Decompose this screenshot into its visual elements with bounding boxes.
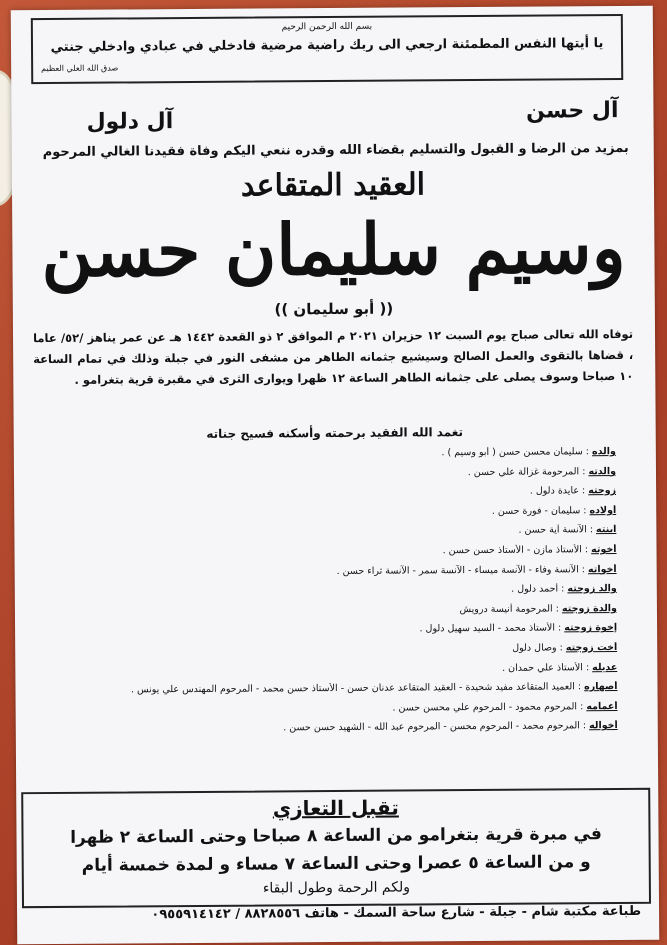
relation-names: : المرحوم محمود - المرحوم علي محسن حسن . — [392, 700, 584, 714]
relation-label: والدة زوجته — [561, 602, 617, 615]
relation-names: : المرحوم محمد - المرحوم محسن - المرحوم عبد الله - الشهيد حسن حسن . — [283, 720, 587, 734]
relation-names: : العميد المتقاعد مفيد شحيدة - العقيد المتقاعد عدنان حسن - الأستاذ حسن محمد - المرحوم المهندس علي يونس . — [130, 681, 582, 696]
relation-label: أولاده — [589, 504, 617, 517]
basmala: بسم الله الرحمن الرحيم — [281, 21, 373, 33]
relation-names: : الأستاذ علي حمدان . — [502, 661, 590, 674]
relation-names: : أحمد دلول . — [511, 583, 565, 595]
printer-footer: طباعة مكتبة شام - جبلة - شارع ساحة السمك - هاتف ٨٨٢٨٥٥٦ / ٠٩٥٥٩١٤١٤٢ — [151, 903, 642, 923]
deceased-name: وسيم سليمان حسن — [41, 205, 626, 294]
relation-label: أخواله — [589, 720, 618, 732]
relation-label: عديله — [592, 661, 618, 673]
relation-names: : المرحومة أنيسة درويش — [459, 603, 559, 615]
relation-names: : سليمان - فورة حسن . — [491, 505, 587, 517]
relation-label: ابنته — [596, 524, 617, 536]
relation-label: أخت زوجته — [565, 641, 618, 654]
relation-names: : عايدة دلول . — [529, 485, 586, 497]
relation-label: أخوته — [591, 544, 617, 556]
relation-label: أعمامه — [586, 700, 618, 712]
mourner-row — [38, 720, 618, 744]
mourners-list — [36, 446, 618, 744]
relation-names: : الأستاذ محمد - السيد سهيل دلول . — [419, 622, 562, 635]
relation-label: والدته — [588, 465, 617, 477]
condolences-box — [21, 788, 651, 908]
closing-phrase: ولكم الرحمة وطول البقاء — [262, 879, 411, 897]
quran-verse: يا أيتها النفس المطمئنة ارجعي الى ربك راضية مرضية فادخلي في عبادي وادخلي جنتي — [50, 36, 604, 55]
death-notice: توفاه الله تعالى صباح يوم السبت ١٢ حزيران ٢٠٢١ م الموافق ٢ ذو القعدة ١٤٤٢ هـ عن عمر يناهز /٥٢/ عاما ، قضاها بالتقوى والعمل الصالح وسيشيع جثمانه الطاهر من مشفى النور في جبلة وذلك في تمام الساعة ١٠ صباحا وسوف يصلى على جثمانه الطاهر الساعة ١٢ ظهرا ويوارى الثرى في مقبرة قرية بتغرامو . — [32, 326, 634, 387]
verse-box — [31, 14, 623, 84]
relation-names: : وصال دلول — [512, 642, 563, 654]
relation-label: والد زوجته — [567, 583, 617, 595]
prayer-line: تغمد الله الفقيد برحمته وأسكنه فسيح جناته — [206, 425, 464, 441]
relation-names: : سليمان محسن حسن ( أبو وسيم ) . — [441, 446, 590, 459]
relation-names: : المرحومة غزالة علي حسن . — [467, 465, 586, 478]
relation-names: : الآنسة وفاء - الآنسة ميساء - الآنسة سمر - الآنسة ثراء حسن . — [336, 563, 586, 577]
relation-names: : الآنسة آية حسن . — [518, 524, 594, 537]
deceased-kunya: (( أبو سليمان )) — [274, 299, 394, 319]
relation-label: إخوة زوجته — [564, 622, 618, 634]
relation-label: أصهاره — [584, 681, 618, 693]
relation-label: زوجته — [588, 485, 617, 497]
condolences-title: تقبل التعازي — [272, 795, 399, 821]
intro-text: بمزيد من الرضا و القبول والتسليم بقضاء الله وقدره ننعي اليكم وفاة فقيدنا الغالي المرحوم — [42, 140, 629, 161]
relation-label: أخواته — [587, 563, 617, 575]
verse-ending: صدق الله العلي العظيم — [41, 63, 119, 74]
relation-names: : الأستاذ مازن - الأستاذ حسن حسن . — [442, 544, 589, 557]
relation-label: والده — [591, 446, 616, 458]
family-name-left: آل دلول — [86, 109, 174, 135]
obituary-paper — [11, 6, 660, 944]
condolences-line-1: في مبرة قرية بتغرامو من الساعة ٨ صباحا وحتى الساعة ٢ ظهرا — [70, 824, 602, 848]
deceased-rank: العقيد المتقاعد — [240, 167, 426, 204]
family-name-right: آل حسن — [526, 98, 619, 124]
condolences-line-2: و من الساعة ٥ عصرا وحتى الساعة ٧ مساء و لمدة خمسة أيام — [81, 852, 591, 876]
